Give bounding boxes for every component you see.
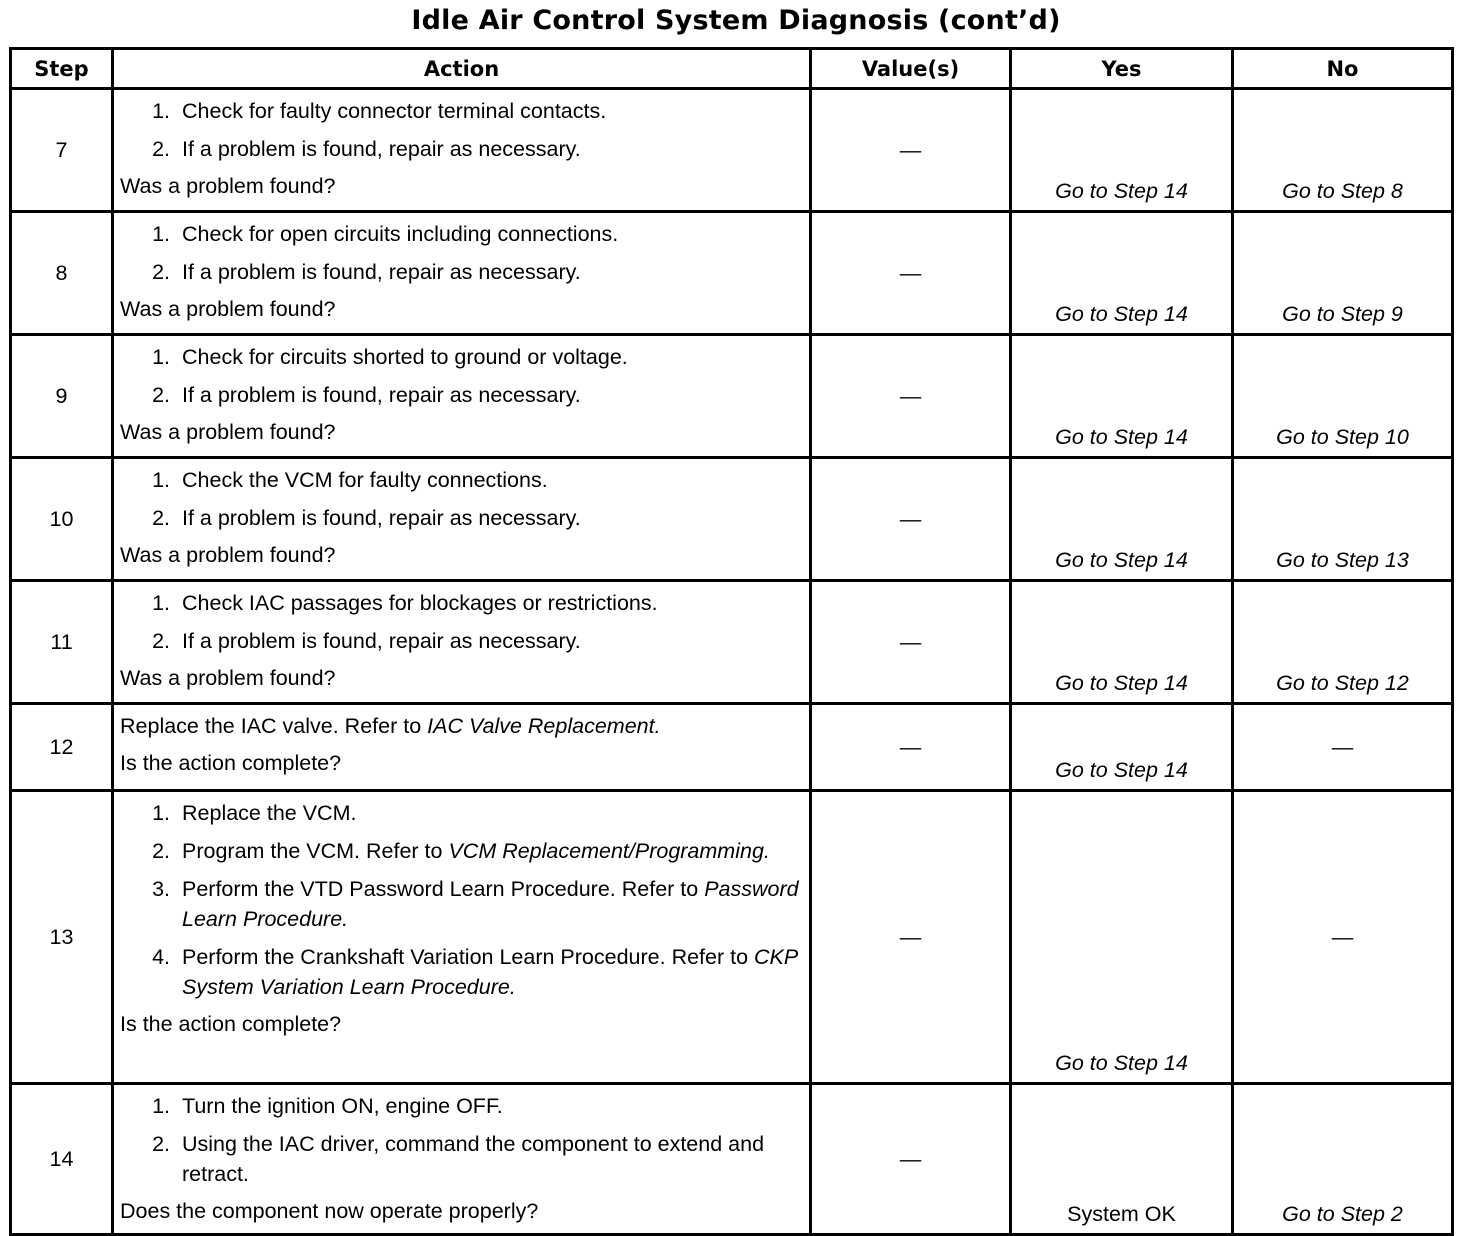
table-row-step-7 [11,89,1453,212]
reference-link: VCM Replacement/Programming. [448,839,770,863]
no-cell: — [1233,791,1453,1084]
header-step: Step [11,49,113,89]
table-row-step-11 [11,581,1453,704]
action-item: 1. Check the VCM for faulty connections. [152,468,548,492]
yes-cell: Go to Step 14 [1011,581,1233,704]
action-item: 1. Turn the ignition ON, engine OFF. [152,1094,503,1118]
table-row-step-12 [11,704,1453,791]
action-question: Was a problem found? [120,543,336,567]
action-question: Does the component now operate properly? [120,1199,539,1223]
step-number: 7 [11,89,113,212]
header-row [11,49,1453,89]
header-yes: Yes [1011,49,1233,89]
yes-cell: Go to Step 14 [1011,335,1233,458]
action-cell [113,335,811,458]
yes-cell: Go to Step 14 [1011,791,1233,1084]
value-cell: — [811,581,1011,704]
value-cell: — [811,458,1011,581]
action-item: 2. If a problem is found, repair as necessary. [152,260,581,284]
reference-link: IAC Valve Replacement. [427,714,661,738]
action-item: 2. If a problem is found, repair as necessary. [152,383,581,407]
reference-link: Password Learn Procedure. [182,877,799,931]
value-cell: — [811,791,1011,1084]
step-number: 12 [11,704,113,791]
action-item: 2. Using the IAC driver, command the component to extend and retract. [152,1132,765,1186]
action-item: 3. Perform the VTD Password Learn Procedure. Refer to Password Learn Procedure. [152,877,799,931]
action-cell [113,458,811,581]
step-number: 14 [11,1084,113,1235]
value-cell: — [811,89,1011,212]
diagnosis-table [9,47,1454,1236]
table-row-step-8 [11,212,1453,335]
action-text: Replace the IAC valve. Refer to IAC Valve Replacement. [120,714,661,738]
page-title: Idle Air Control System Diagnosis (cont’d) [411,5,1061,36]
action-item: 1. Check for circuits shorted to ground or voltage. [152,345,628,369]
action-item: 1. Replace the VCM. [152,801,357,825]
action-question: Was a problem found? [120,666,336,690]
no-cell: — [1233,704,1453,791]
action-cell [113,791,811,1084]
step-number: 9 [11,335,113,458]
action-question: Was a problem found? [120,420,336,444]
action-question: Is the action complete? [120,751,342,775]
action-item: 4. Perform the Crankshaft Variation Learn Procedure. Refer to CKP System Variation Learn Procedure. [152,945,798,999]
action-question: Is the action complete? [120,1012,342,1036]
header-no: No [1233,49,1453,89]
yes-cell: Go to Step 14 [1011,704,1233,791]
yes-cell: System OK [1011,1084,1233,1235]
yes-cell: Go to Step 14 [1011,212,1233,335]
action-item: 1. Check IAC passages for blockages or restrictions. [152,591,658,615]
step-number: 11 [11,581,113,704]
action-cell [113,704,811,791]
yes-cell: Go to Step 14 [1011,89,1233,212]
no-cell: Go to Step 10 [1233,335,1453,458]
action-question: Was a problem found? [120,297,336,321]
value-cell: — [811,212,1011,335]
action-cell [113,1084,811,1235]
reference-link: CKP System Variation Learn Procedure. [182,945,798,999]
no-cell: Go to Step 2 [1233,1084,1453,1235]
value-cell: — [811,704,1011,791]
table-row-step-9 [11,335,1453,458]
table-row-step-13 [11,791,1453,1084]
table-row-step-14 [11,1084,1453,1235]
value-cell: — [811,1084,1011,1235]
step-number: 13 [11,791,113,1084]
no-cell: Go to Step 12 [1233,581,1453,704]
value-cell: — [811,335,1011,458]
header-value: Value(s) [811,49,1011,89]
yes-cell: Go to Step 14 [1011,458,1233,581]
table-row-step-10 [11,458,1453,581]
action-item: 1. Check for faulty connector terminal contacts. [152,99,607,123]
no-cell: Go to Step 13 [1233,458,1453,581]
action-cell [113,581,811,704]
step-number: 10 [11,458,113,581]
no-cell: Go to Step 9 [1233,212,1453,335]
header-action: Action [113,49,811,89]
action-item: 2. If a problem is found, repair as necessary. [152,137,581,161]
action-cell [113,212,811,335]
step-number: 8 [11,212,113,335]
action-cell [113,89,811,212]
action-item: 2. If a problem is found, repair as necessary. [152,506,581,530]
action-question: Was a problem found? [120,174,336,198]
no-cell: Go to Step 8 [1233,89,1453,212]
action-item: 2. Program the VCM. Refer to VCM Replacement/Programming. [152,839,770,863]
action-item: 2. If a problem is found, repair as necessary. [152,629,581,653]
action-item: 1. Check for open circuits including connections. [152,222,619,246]
